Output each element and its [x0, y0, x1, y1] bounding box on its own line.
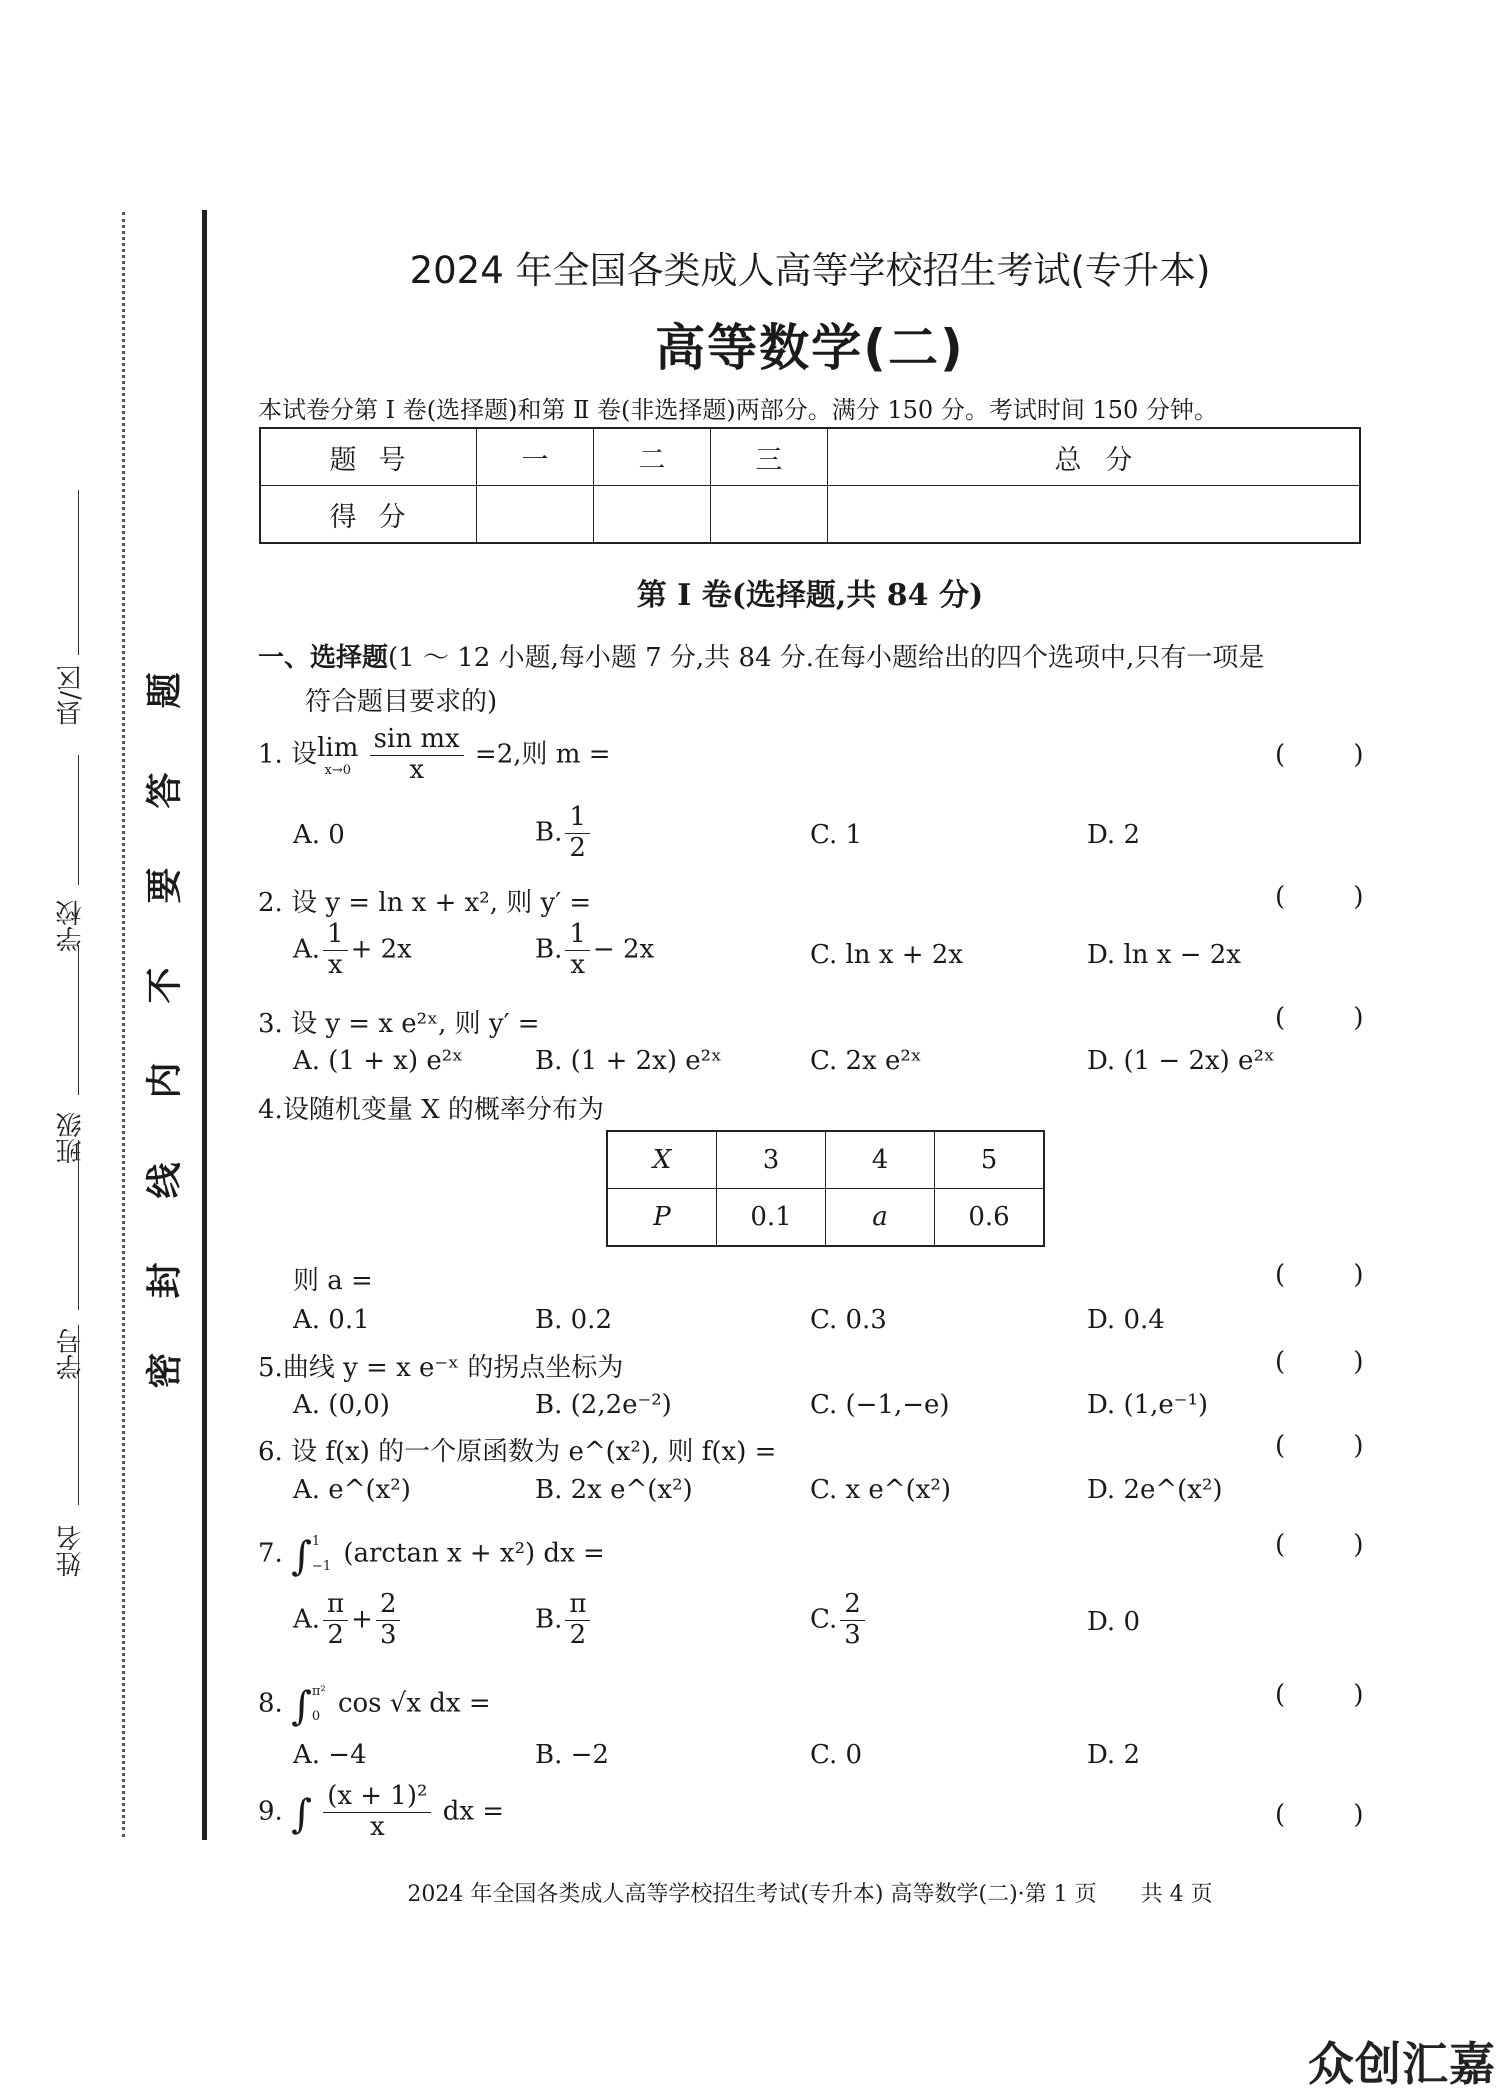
- fraction: [376, 1590, 401, 1651]
- question-text: =2,则 m =: [474, 739, 611, 770]
- page-footer: 2024 年全国各类成人高等学校招生考试(专升本) 高等数学(二)·第 1 页 共 4 页: [407, 1882, 1213, 1907]
- integral-icon: ∫: [291, 1533, 312, 1580]
- denominator: 2: [569, 1619, 587, 1650]
- seal-char: 内: [144, 1062, 186, 1099]
- option-c: C. 0.3: [810, 1305, 887, 1335]
- score-cell: 题号: [260, 428, 477, 486]
- option-d: D. (1 − 2x) e²ˣ: [1087, 1046, 1275, 1076]
- instructions: [258, 637, 1264, 674]
- seal-char: 不: [144, 967, 186, 1004]
- seal-char: 要: [144, 867, 186, 904]
- name-label: 姓名: [56, 1525, 86, 1577]
- option-text: − 2x: [592, 934, 655, 965]
- denominator: x: [570, 949, 585, 980]
- score-cell[interactable]: [827, 486, 1360, 544]
- answer-bracket[interactable]: ( ): [1275, 740, 1394, 770]
- fraction: [323, 1590, 348, 1651]
- option-c: [810, 1590, 868, 1651]
- numerator: sin mx: [370, 725, 464, 756]
- denominator: 3: [379, 1619, 397, 1650]
- question-number: 5.: [258, 1353, 283, 1383]
- question-text: 则 a =: [293, 1266, 373, 1296]
- table-row: [607, 1131, 1044, 1189]
- question-number: 4.: [258, 1095, 283, 1125]
- option-c: C. ln x + 2x: [810, 940, 964, 970]
- table-cell-text: P: [653, 1202, 671, 1232]
- option-a: [293, 920, 412, 981]
- answer-bracket[interactable]: ( ): [1275, 1680, 1394, 1710]
- score-cell[interactable]: [593, 486, 710, 544]
- option-b: B. (2,2e⁻²): [535, 1390, 672, 1420]
- question-2: [258, 882, 591, 919]
- seal-char: 密: [144, 1352, 186, 1389]
- option-b: B. (1 + 2x) e²ˣ: [535, 1046, 723, 1076]
- numerator: 1: [565, 803, 590, 834]
- denominator: x: [409, 754, 424, 785]
- integral-limits: [312, 1530, 331, 1579]
- option-d: D. (1,e⁻¹): [1087, 1390, 1209, 1420]
- question-5: [258, 1347, 623, 1384]
- student-id-blank: [78, 1140, 79, 1310]
- question-number: 1.: [258, 739, 283, 770]
- limit-expr: [317, 733, 358, 778]
- option-a: A. 0: [293, 820, 345, 850]
- fraction: [840, 1590, 865, 1651]
- table-cell-text: X: [652, 1145, 672, 1175]
- option-b: [535, 803, 593, 864]
- denominator: 2: [569, 832, 586, 863]
- table-cell: 0.1: [717, 1189, 826, 1247]
- option-b: B. 2x e^(x²): [535, 1475, 693, 1505]
- option-c: C. 1: [810, 820, 863, 850]
- denominator: 3: [844, 1619, 861, 1650]
- score-cell: 三: [710, 428, 827, 486]
- question-text: 设 y = x e²ˣ, 则 y′ =: [291, 1009, 540, 1039]
- table-cell: [826, 1189, 935, 1247]
- answer-bracket[interactable]: ( ): [1275, 1260, 1394, 1290]
- question-text: dx =: [442, 1796, 505, 1827]
- question-1: [258, 725, 610, 786]
- question-text: 设随机变量 X 的概率分布为: [282, 1095, 604, 1125]
- fraction: [565, 920, 590, 981]
- limit-symbol: lim: [317, 732, 359, 763]
- option-label: C.: [810, 1604, 838, 1635]
- school-blank: [78, 755, 79, 885]
- upper-limit: π²: [311, 1684, 326, 1699]
- fraction: [565, 803, 590, 864]
- option-text: + 2x: [350, 934, 412, 965]
- table-cell: 5: [935, 1131, 1045, 1189]
- question-6: [258, 1431, 776, 1468]
- option-a: [293, 1590, 403, 1651]
- answer-bracket[interactable]: ( ): [1275, 1347, 1394, 1377]
- part-label: 一、选择题: [258, 643, 389, 673]
- answer-bracket[interactable]: ( ): [1275, 1530, 1394, 1560]
- exam-title: 2024 年全国各类成人高等学校招生考试(专升本): [409, 249, 1211, 292]
- fraction: [323, 1782, 431, 1843]
- option-b: [535, 920, 654, 981]
- option-d: D. 0: [1087, 1607, 1140, 1637]
- option-text: +: [351, 1604, 373, 1635]
- limit-sub: x→0: [324, 762, 351, 778]
- subject-title: 高等数学(二): [655, 319, 965, 377]
- score-cell: 总分: [827, 428, 1360, 486]
- section-title: 第 Ⅰ 卷(选择题,共 84 分): [636, 578, 984, 613]
- seal-char: 封: [144, 1262, 186, 1299]
- lower-limit: 0: [311, 1708, 321, 1724]
- fraction: [565, 1590, 590, 1651]
- option-a: A. e^(x²): [293, 1475, 411, 1505]
- class-blank: [78, 945, 79, 1095]
- question-4: [258, 1089, 604, 1126]
- numerator: 2: [840, 1590, 865, 1621]
- question-number: 6.: [258, 1437, 283, 1467]
- numerator: π: [323, 1590, 348, 1621]
- option-a: A. (0,0): [293, 1390, 390, 1420]
- denominator: x: [369, 1811, 385, 1842]
- question-number: 9.: [258, 1796, 283, 1827]
- answer-bracket[interactable]: ( ): [1275, 1003, 1394, 1033]
- option-c: C. 2x e²ˣ: [810, 1046, 922, 1076]
- table-cell: [607, 1189, 717, 1247]
- integral-limits: [312, 1680, 326, 1729]
- table-cell: [607, 1131, 717, 1189]
- numerator: (x + 1)²: [323, 1782, 431, 1813]
- option-c: C. (−1,−e): [810, 1390, 950, 1420]
- denominator: 2: [327, 1619, 344, 1650]
- probability-table: [606, 1130, 1045, 1247]
- fraction: [370, 725, 464, 786]
- option-b: B. 0.2: [535, 1305, 612, 1335]
- question-text: 设 f(x) 的一个原函数为 e^(x²), 则 f(x) =: [291, 1437, 777, 1467]
- option-d: D. 2e^(x²): [1087, 1475, 1223, 1505]
- numerator: 1: [323, 920, 348, 951]
- question-number: 8.: [258, 1688, 283, 1719]
- lower-limit: −1: [311, 1558, 332, 1574]
- question-7: [258, 1530, 605, 1580]
- question-text: 设 y = ln x + x², 则 y′ =: [291, 888, 592, 918]
- score-table-row: [260, 428, 1360, 486]
- dotted-cut-line: [122, 212, 125, 1837]
- county-label: 县/区: [56, 665, 86, 726]
- table-cell-text: a: [872, 1202, 888, 1232]
- option-d: D. ln x − 2x: [1087, 940, 1241, 970]
- answer-bracket[interactable]: ( ): [1275, 882, 1394, 912]
- option-b: B. −2: [535, 1740, 609, 1770]
- table-cell: 0.6: [935, 1189, 1045, 1247]
- question-3: [258, 1003, 540, 1040]
- fraction: [323, 920, 348, 981]
- question-8: [258, 1680, 491, 1730]
- score-table-row: [260, 486, 1360, 544]
- instructions-line: 符合题目要求的): [305, 687, 498, 717]
- numerator: 2: [376, 1590, 401, 1621]
- score-cell[interactable]: [477, 486, 594, 544]
- answer-bracket[interactable]: ( ): [1275, 1800, 1394, 1830]
- table-row: [607, 1189, 1044, 1247]
- question-text: 曲线 y = x e⁻ˣ 的拐点坐标为: [282, 1353, 624, 1383]
- county-blank: [78, 490, 79, 655]
- student-id-label: 学号: [56, 1328, 86, 1380]
- upper-limit: 1: [311, 1534, 321, 1549]
- option-c: C. x e^(x²): [810, 1475, 951, 1505]
- seal-char: 答: [144, 772, 186, 809]
- watermark: 众创汇嘉: [1308, 2037, 1496, 2091]
- question-text: cos √x dx =: [337, 1688, 491, 1719]
- question-number: 7.: [258, 1538, 283, 1569]
- question-number: 2.: [258, 888, 283, 918]
- school-label: 学校: [56, 900, 86, 952]
- option-a: A. −4: [293, 1740, 367, 1770]
- score-cell: 二: [593, 428, 710, 486]
- option-label: B.: [535, 934, 563, 965]
- option-d: D. 2: [1087, 1740, 1140, 1770]
- seal-char: 题: [144, 672, 186, 709]
- option-a: A. 0.1: [293, 1305, 370, 1335]
- integral-icon: ∫: [291, 1791, 312, 1838]
- option-label: B.: [535, 1604, 563, 1635]
- option-d: D. 2: [1087, 820, 1140, 850]
- option-c: C. 0: [810, 1740, 863, 1770]
- question-number: 3.: [258, 1009, 283, 1039]
- option-label: B.: [535, 817, 563, 848]
- option-b: [535, 1590, 593, 1651]
- numerator: 1: [565, 920, 590, 951]
- option-label: A.: [293, 1604, 321, 1635]
- score-cell[interactable]: [710, 486, 827, 544]
- question-text: (arctan x + x²) dx =: [343, 1538, 605, 1569]
- exam-intro: 本试卷分第 Ⅰ 卷(选择题)和第 Ⅱ 卷(非选择题)两部分。满分 150 分。考试时间 150 分钟。: [258, 396, 1218, 424]
- table-cell: 4: [826, 1131, 935, 1189]
- score-cell: 一: [477, 428, 594, 486]
- option-d: D. 0.4: [1087, 1305, 1165, 1335]
- integral-icon: ∫: [291, 1683, 312, 1730]
- question-9: [258, 1782, 504, 1843]
- option-a: A. (1 + x) e²ˣ: [293, 1046, 464, 1076]
- instructions-line: (1 ～ 12 小题,每小题 7 分,共 84 分.在每小题给出的四个选项中,只有一项是: [388, 643, 1265, 673]
- question-text: 设: [291, 739, 318, 770]
- denominator: x: [327, 949, 343, 980]
- answer-bracket[interactable]: ( ): [1275, 1431, 1394, 1461]
- table-cell: 3: [717, 1131, 826, 1189]
- seal-char: 线: [144, 1162, 186, 1199]
- score-table: [259, 427, 1361, 544]
- option-label: A.: [293, 934, 321, 965]
- score-cell: 得分: [260, 486, 477, 544]
- class-label: 班级: [56, 1112, 86, 1164]
- binding-line: [202, 210, 207, 1840]
- numerator: π: [565, 1590, 590, 1621]
